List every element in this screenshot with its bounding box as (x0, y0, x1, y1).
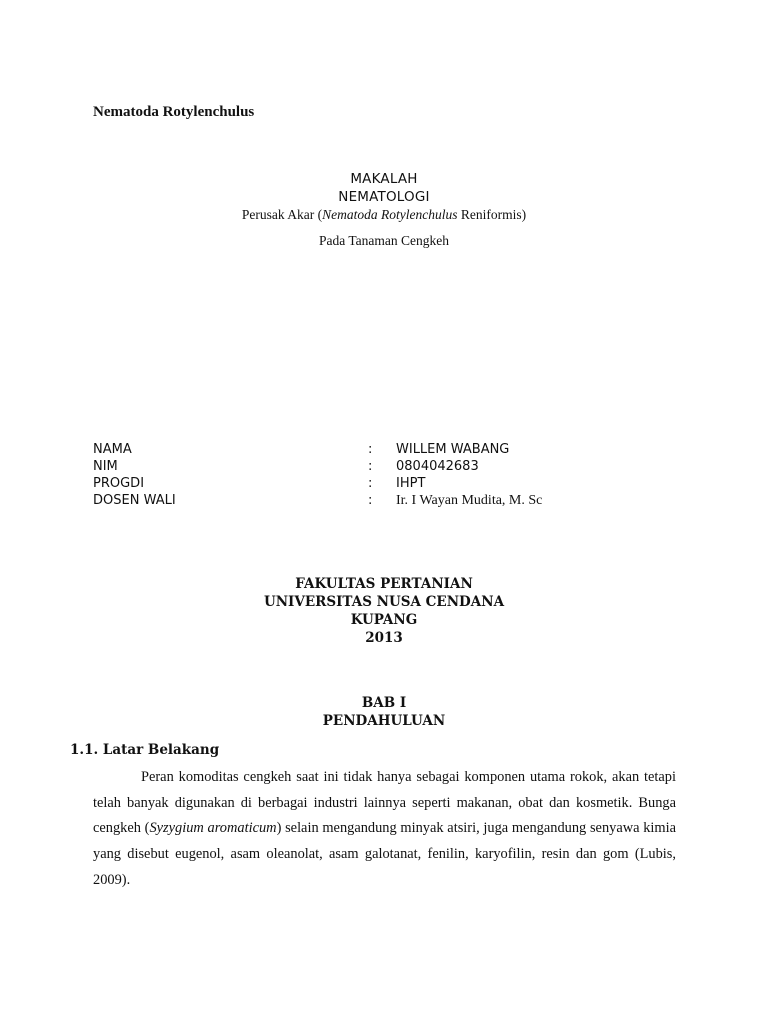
identity-row-dosen-wali (93, 492, 613, 509)
identity-label: NAMA (93, 442, 132, 457)
cover-topic-suffix: Reniformis) (457, 207, 527, 222)
cover-topic-line2: Pada Tanaman Cengkeh (318, 233, 450, 248)
cover-subject: NEMATOLOGI (338, 189, 430, 205)
identity-label: PROGDI (93, 476, 145, 491)
identity-colon: : (368, 442, 373, 457)
identity-value: WILLEM WABANG (396, 442, 510, 457)
cover-topic-italic: Nematoda Rotylenchulus (322, 207, 458, 222)
identity-label: NIM (93, 459, 118, 474)
faculty-name: FAKULTAS PERTANIAN (295, 576, 473, 592)
identity-row-nama (93, 441, 613, 458)
identity-row-progdi (93, 475, 613, 492)
cover-topic-prefix: Perusak Akar ( (241, 207, 323, 222)
cover-topic (0, 206, 768, 224)
chapter-title: PENDAHULUAN (322, 713, 446, 729)
paragraph-text-part2: ) selain mengandung minyak atsiri, juga mengandung senyawa kimia yang disebut eugenol, asam oleanolat, asam galotanat, fenilin, karyofilin, resin dan gom (Lubis, 2009). (93, 820, 676, 888)
identity-label: DOSEN WALI (93, 493, 176, 508)
identity-value: Ir. I Wayan Mudita, M. Sc (396, 493, 543, 508)
identity-colon: : (368, 476, 373, 491)
year: 2013 (365, 630, 403, 646)
document-title: Nematoda Rotylenchulus (93, 104, 255, 120)
university-name: UNIVERSITAS NUSA CENDANA (263, 594, 505, 610)
chapter-heading (0, 694, 768, 730)
institution-block (0, 575, 768, 647)
species-name: Syzygium aromaticum (149, 820, 277, 837)
chapter-number: BAB I (361, 695, 407, 711)
identity-value: 0804042683 (396, 459, 479, 474)
city-name: KUPANG (350, 612, 418, 628)
section-heading: 1.1. Latar Belakang (70, 742, 220, 758)
identity-table (93, 441, 613, 509)
identity-row-nim (93, 458, 613, 475)
identity-colon: : (368, 493, 373, 508)
cover-block (0, 170, 768, 250)
body-paragraph (93, 765, 676, 894)
identity-colon: : (368, 459, 373, 474)
identity-value: IHPT (396, 476, 426, 491)
paragraph-text-part1: Peran komoditas cengkeh saat ini tidak hanya sebagai komponen utama rokok, akan tetapi telah banyak digunakan di berbagai industri lainnya seperti makanan, obat dan kosmetik. Bunga cengkeh ( (93, 769, 676, 837)
cover-type: MAKALAH (350, 171, 418, 187)
